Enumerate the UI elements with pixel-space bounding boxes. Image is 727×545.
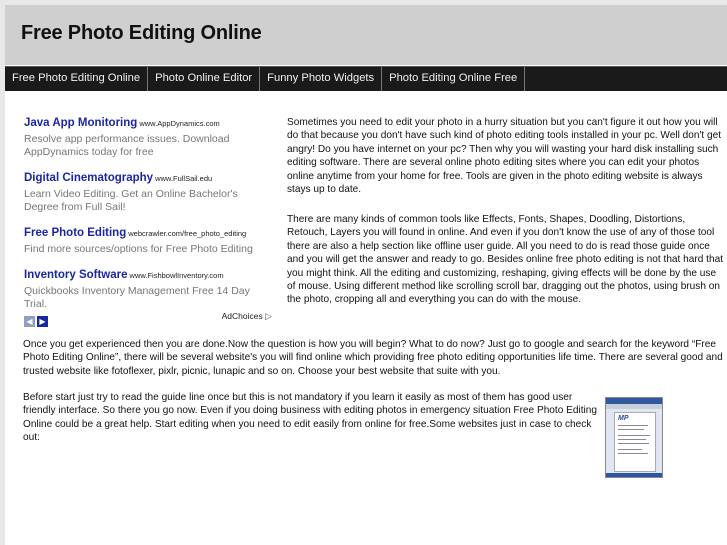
article-paragraph: Before start just try to read the guide line once but this is not mandatory if you learn it easily as most of them has good user friendly interface. So there you go now. Even if you doing business with editing photos in emergency situation Free Photo Editing Online could be a great help. Start editing when you need to edit easily from online for free.Some websites just in case to check out: <box>23 392 598 444</box>
ad-title[interactable]: Free Photo Editing <box>24 227 127 239</box>
ad-description: Quickbooks Inventory Management Free 14 Day Trial. <box>24 285 250 310</box>
ad-url[interactable]: www.FishbowlInventory.com <box>129 271 224 280</box>
thumbnail-text-line <box>618 435 650 436</box>
thumbnail-document <box>614 412 656 472</box>
thumbnail-text-line <box>618 429 644 430</box>
article-paragraph: Once you get experienced then you are done.Now the question is how you will begin? What to do now? Just go to google and search for the keyword “Free Photo Editing Online”, there will be several website's you will find online which providing free photo editing opportunities life time. There are several good and trusted website like fotoflexer, pixlr, picnic, lunapic and so on. Choose your best website that suite with you. <box>23 339 723 377</box>
ad-item[interactable] <box>24 223 274 256</box>
adchoices-link[interactable] <box>222 311 272 322</box>
article-paragraph: Sometimes you need to edit your photo in a hurry situation but you can't figure it out how you will do that because you don't have such kind of photo editing tools installed in your pc. Well don't get angry! Do you have internet on your pc? Then why you will wasting your hard disk installing such editing software. There are several online photo editing sites where you can edit your photos online anytime from your home for free. Tools are given in the photo editing website is always stays up to date. <box>287 117 722 196</box>
ad-description: Resolve app performance issues. Download AppDynamics today for free <box>24 133 230 158</box>
ad-description: Find more sources/options for Free Photo Editing <box>24 243 253 255</box>
thumbnail-logo: MP <box>618 415 629 422</box>
thumbnail-toolbar <box>606 404 662 409</box>
thumbnail-text-line <box>618 439 646 440</box>
ad-navigation <box>24 311 272 325</box>
previous-ad-button[interactable]: ◀ <box>24 316 35 327</box>
main-nav <box>5 66 727 91</box>
next-ad-button[interactable]: ▶ <box>37 316 48 327</box>
nav-item-photo-online-editor[interactable]: Photo Online Editor <box>148 67 260 91</box>
ad-url[interactable]: www.FullSail.edu <box>155 174 213 183</box>
site-header <box>5 5 727 65</box>
ad-item[interactable] <box>24 168 274 214</box>
thumbnail-text-line <box>618 443 649 444</box>
ad-item[interactable] <box>24 265 274 311</box>
adchoices-icon: ▷ <box>265 311 272 321</box>
ad-description: Learn Video Editing. Get an Online Bachelor's Degree from Full Sail! <box>24 188 238 213</box>
ad-item[interactable] <box>24 113 274 159</box>
ad-title[interactable]: Java App Monitoring <box>24 117 138 129</box>
article-paragraph: There are many kinds of common tools like Effects, Fonts, Shapes, Doodling, Distortions, Retouch, Layers you will found in online. And even if you don't know the use of any of those tool there are also a help section like offline user guide. All you need to do is read those guide once and you will get the answer and ready to go. Besides online free photo editing is not that hard that you might think. All the editing and customizing, reshaping, giving effects will be done by the use of mouse. Using different method like scrolling scroll bar, dragging out the photos, using brush on the photo, cropping all and everything you can do with the mouse. <box>287 214 723 306</box>
ad-url[interactable]: webcrawler.com/free_photo_editing <box>128 229 247 238</box>
thumbnail-taskbar <box>606 473 662 477</box>
thumbnail-text-line <box>618 453 648 454</box>
adchoices-label: AdChoices <box>221 311 263 321</box>
site-title[interactable]: Free Photo Editing Online <box>21 22 262 44</box>
page <box>5 5 727 545</box>
nav-item-funny-photo-widgets[interactable]: Funny Photo Widgets <box>260 67 382 91</box>
ad-title[interactable]: Inventory Software <box>24 269 128 281</box>
screenshot-thumbnail[interactable] <box>605 397 663 478</box>
thumbnail-text-line <box>618 449 642 450</box>
nav-item-photo-editing-online-free[interactable]: Photo Editing Online Free <box>382 67 525 91</box>
ad-block <box>24 113 274 320</box>
thumbnail-text-line <box>618 425 648 426</box>
nav-item-free-photo-editing-online[interactable]: Free Photo Editing Online <box>5 67 148 91</box>
ad-url[interactable]: www.AppDynamics.com <box>139 119 220 128</box>
ad-title[interactable]: Digital Cinematography <box>24 172 154 184</box>
